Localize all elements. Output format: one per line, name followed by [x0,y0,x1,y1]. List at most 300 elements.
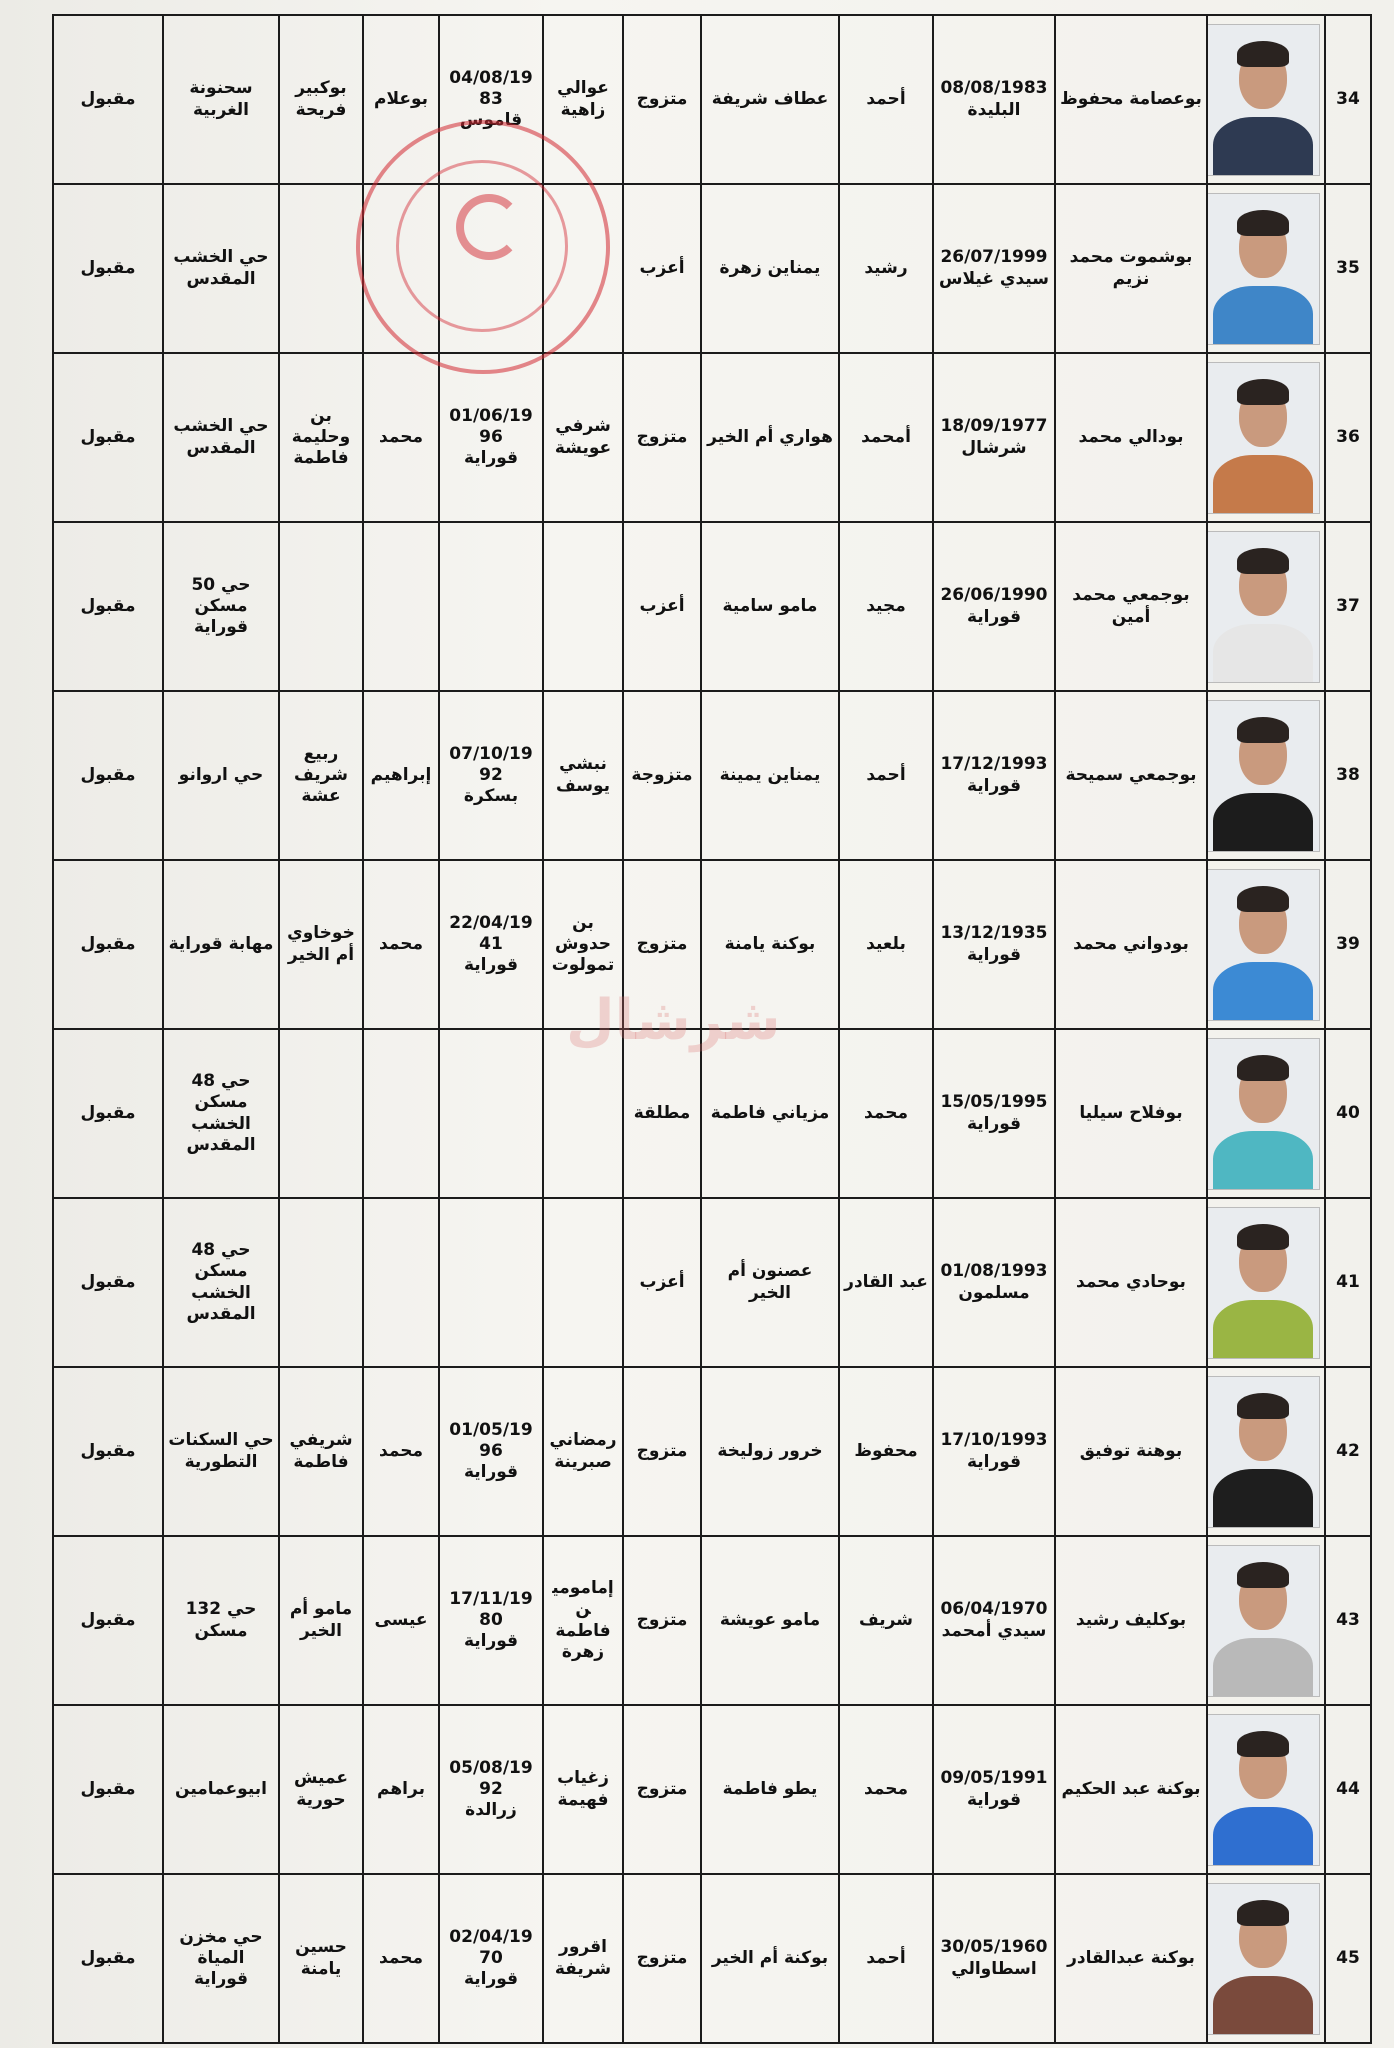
photo-shirt [1213,117,1313,176]
row-number [1325,1029,1371,1198]
cell-text: أعزب [639,257,685,278]
marital-status-cell [623,184,701,353]
cell-text: قوراية [463,1969,519,1990]
photo-cell [1207,1705,1325,1874]
cell-text: مقبول [80,88,136,109]
cell-text: مقبول [80,933,136,954]
cell-text: حي اروانو [178,764,264,785]
cell-text: 18/09/1977 [940,416,1048,437]
birth-cell [933,860,1055,1029]
spouse-birth-cell [439,1367,543,1536]
cell-text: محمد [379,933,423,954]
cell-text: زغياب فهيمة [557,1768,609,1810]
cell-text: شريفي فاطمة [289,1430,353,1472]
marital-status-cell [623,1198,701,1367]
father-name-cell [839,691,933,860]
cell-text: مقبول [80,1440,136,1461]
cell-text: 02/04/1970 [449,1926,533,1968]
row-number [1325,1874,1371,2043]
cell-text: عبد القادر [844,1271,928,1292]
cell-text: مقبول [80,1609,136,1630]
cell-text: حي 48 مسكن الخشب المقدس [186,1071,256,1155]
cell-text: براهم [377,1778,425,1799]
cell-text: عطاف شريفة [711,88,829,109]
father-name-cell [839,1705,933,1874]
cell-text: بودواني محمد [1073,933,1189,954]
decision-cell [53,1198,163,1367]
spouse-name-cell [543,1029,623,1198]
cell-text: متزوج [636,1609,688,1630]
photo-shirt [1213,1469,1313,1528]
decision-cell [53,1029,163,1198]
photo-shirt [1213,455,1313,514]
address-cell [163,1367,279,1536]
photo-hair [1237,1224,1289,1250]
row-number [1325,184,1371,353]
photo-hair [1237,1055,1289,1081]
cell-text: محمد [864,1102,908,1123]
photo-hair [1237,886,1289,912]
row-number [1325,691,1371,860]
cell-text: إبراهيم [370,764,432,785]
photo-hair [1237,717,1289,743]
decision-cell [53,691,163,860]
cell-text: 39 [1336,933,1360,954]
cell-text: 17/11/1980 [449,1588,533,1630]
address-cell [163,1029,279,1198]
cell-text: مزياني فاطمة [710,1102,830,1123]
id-photo [1207,1883,1320,2035]
cell-text: 34 [1336,88,1360,109]
marital-status-cell [623,522,701,691]
cell-text: 36 [1336,426,1360,447]
cell-text: بوعلام [373,88,429,109]
spouse-birth-cell [439,860,543,1029]
address-cell [163,353,279,522]
cell-text: حي الخشب المقدس [173,416,269,458]
table-row [53,1198,1371,1367]
cell-text: 17/12/1993 [940,754,1048,775]
address-cell [163,860,279,1029]
cell-text: بوعصامة محفوظ [1060,88,1202,109]
decision-cell [53,1705,163,1874]
cell-text: قوراية [966,606,1022,627]
spouse-mother-cell [279,1029,363,1198]
cell-text: 09/05/1991 [940,1768,1048,1789]
cell-text: مقبول [80,1102,136,1123]
marital-status-cell [623,691,701,860]
cell-text: بوكنة عبدالقادر [1067,1947,1195,1968]
row-number [1325,353,1371,522]
marital-status-cell [623,1367,701,1536]
table-row [53,15,1371,184]
cell-text: سحنونة الغربية [189,78,253,120]
cell-text: 44 [1336,1778,1360,1799]
name-cell [1055,1874,1207,2043]
decision-cell [53,1367,163,1536]
cell-text: عصنون أم الخير [727,1261,813,1303]
cell-text: 42 [1336,1440,1360,1461]
id-photo [1207,531,1320,683]
cell-text: بوكنة يامنة [724,933,816,954]
name-cell [1055,1536,1207,1705]
spouse-mother-cell [279,860,363,1029]
cell-text: مهابة قوراية [168,933,274,954]
spouse-father-cell [363,860,439,1029]
cell-text: متزوج [636,1440,688,1461]
cell-text: بلعيد [866,933,906,954]
cell-text: شريف [859,1609,913,1630]
spouse-birth-cell [439,691,543,860]
cell-text: خوخاوي أم الخير [287,923,355,965]
photo-shirt [1213,1638,1313,1697]
spouse-father-cell [363,522,439,691]
id-photo [1207,1714,1320,1866]
name-cell [1055,522,1207,691]
father-name-cell [839,1367,933,1536]
cell-text: مسلمون [958,1282,1030,1303]
marital-status-cell [623,1705,701,1874]
cell-text: مامو عويشة [719,1609,821,1630]
birth-cell [933,691,1055,860]
cell-text: بوكنة عبد الحكيم [1061,1778,1201,1799]
father-name-cell [839,860,933,1029]
birth-cell [933,1705,1055,1874]
cell-text: 38 [1336,764,1360,785]
name-cell [1055,691,1207,860]
cell-text: متزوج [636,1778,688,1799]
id-photo [1207,1207,1320,1359]
cell-text: بوكبير فريحة [295,78,347,120]
spouse-birth-cell [439,353,543,522]
marital-status-cell [623,1029,701,1198]
father-name-cell [839,1198,933,1367]
birth-cell [933,1874,1055,2043]
cell-text: أمحمد [861,426,911,447]
official-stamp [356,120,610,374]
photo-cell [1207,860,1325,1029]
spouse-father-cell [363,1198,439,1367]
birth-cell [933,1198,1055,1367]
marital-status-cell [623,1536,701,1705]
cell-text: خرور زوليخة [717,1440,823,1461]
watermark: شرشال [566,988,781,1053]
cell-text: 17/10/1993 [940,1430,1048,1451]
id-photo [1207,1038,1320,1190]
father-name-cell [839,1029,933,1198]
cell-text: محفوظ [854,1440,918,1461]
address-cell [163,15,279,184]
cell-text: يمناين يمينة [719,764,821,785]
cell-text: مامو أم الخير [289,1599,353,1641]
cell-text: البليدة [967,99,1021,120]
spouse-name-cell [543,1367,623,1536]
spouse-mother-cell [279,15,363,184]
photo-hair [1237,1900,1289,1926]
cell-text: مقبول [80,426,136,447]
mother-name-cell [701,522,839,691]
id-photo [1207,193,1320,345]
name-cell [1055,184,1207,353]
marital-status-cell [623,15,701,184]
address-cell [163,522,279,691]
row-number [1325,522,1371,691]
name-cell [1055,1705,1207,1874]
cell-text: رمضاني صبرينة [549,1430,617,1472]
spouse-name-cell [543,522,623,691]
cell-text: 06/04/1970 [940,1599,1048,1620]
address-cell [163,1705,279,1874]
spouse-birth-cell [439,1029,543,1198]
photo-shirt [1213,1807,1313,1866]
photo-cell [1207,1367,1325,1536]
photo-shirt [1213,624,1313,683]
cell-text: مقبول [80,1947,136,1968]
cell-text: محمد [379,1440,423,1461]
decision-cell [53,1874,163,2043]
cell-text: بوجمعي محمد أمين [1072,585,1190,627]
decision-cell [53,522,163,691]
cell-text: 15/05/1995 [940,1092,1048,1113]
spouse-mother-cell [279,691,363,860]
cell-text: قوراية [463,448,519,469]
mother-name-cell [701,184,839,353]
name-cell [1055,15,1207,184]
photo-hair [1237,1393,1289,1419]
photo-cell [1207,1029,1325,1198]
father-name-cell [839,1536,933,1705]
cell-text: محمد [379,1947,423,1968]
cell-text: عوالي زاهية [557,78,609,120]
photo-hair [1237,210,1289,236]
cell-text: 08/08/1983 [940,78,1048,99]
birth-cell [933,353,1055,522]
decision-cell [53,184,163,353]
cell-text: حي مخزن المياة قوراية [179,1926,263,1990]
cell-text: 26/07/1999 [940,247,1048,268]
id-photo [1207,869,1320,1021]
photo-shirt [1213,286,1313,345]
decision-cell [53,1536,163,1705]
spouse-mother-cell [279,184,363,353]
row-number [1325,1367,1371,1536]
photo-cell [1207,353,1325,522]
spouse-father-cell [363,1705,439,1874]
cell-text: حسين يامنة [295,1937,347,1979]
cell-text: شرشال [961,437,1027,458]
photo-shirt [1213,1976,1313,2035]
spouse-mother-cell [279,1198,363,1367]
marital-status-cell [623,353,701,522]
cell-text: 45 [1336,1947,1360,1968]
table-row [53,522,1371,691]
photo-cell [1207,15,1325,184]
father-name-cell [839,184,933,353]
cell-text: مقبول [80,1778,136,1799]
cell-text: حي 50 مسكن قوراية [191,574,251,638]
cell-text: حي الخشب المقدس [173,247,269,289]
cell-text: 30/05/1960 [940,1937,1048,1958]
spouse-name-cell [543,691,623,860]
cell-text: 22/04/1941 [449,912,533,954]
cell-text: 37 [1336,595,1360,616]
cell-text: زرالدة [465,1800,517,1821]
id-photo [1207,362,1320,514]
spouse-name-cell [543,1536,623,1705]
cell-text: هواري أم الخير [707,426,833,447]
row-number [1325,860,1371,1029]
row-number [1325,15,1371,184]
mother-name-cell [701,1367,839,1536]
spouse-birth-cell [439,1198,543,1367]
father-name-cell [839,15,933,184]
cell-text: بن وحليمة فاطمة [291,405,351,469]
cell-text: بن حدوش تمولوت [551,912,615,976]
birth-cell [933,522,1055,691]
name-cell [1055,353,1207,522]
spouse-father-cell [363,1874,439,2043]
cell-text: 43 [1336,1609,1360,1630]
cell-text: أحمد [866,88,906,109]
id-photo [1207,700,1320,852]
cell-text: 01/06/1996 [449,405,533,447]
cell-text: مجيد [866,595,906,616]
cell-text: 13/12/1935 [940,923,1048,944]
cell-text: أحمد [866,764,906,785]
photo-shirt [1213,1131,1313,1190]
cell-text: اسطاوالي [951,1958,1037,1979]
mother-name-cell [701,15,839,184]
table-row [53,184,1371,353]
cell-text: اقرور شريفة [554,1937,612,1979]
photo-shirt [1213,962,1313,1021]
cell-text: حي 48 مسكن الخشب المقدس [186,1240,256,1324]
spouse-father-cell [363,1536,439,1705]
father-name-cell [839,522,933,691]
birth-cell [933,1029,1055,1198]
cell-text: بودالي محمد [1078,426,1184,447]
photo-hair [1237,1562,1289,1588]
cell-text: قوراية [966,1789,1022,1810]
cell-text: مقبول [80,595,136,616]
cell-text: 01/08/1993 [940,1261,1048,1282]
marital-status-cell [623,1874,701,2043]
cell-text: محمد [379,426,423,447]
spouse-mother-cell [279,1536,363,1705]
spouse-father-cell [363,353,439,522]
cell-text: حي 132 مسكن [185,1599,257,1641]
father-name-cell [839,1874,933,2043]
spouse-father-cell [363,1029,439,1198]
cell-text: نبشي يوسف [555,754,610,796]
spouse-mother-cell [279,353,363,522]
name-cell [1055,860,1207,1029]
cell-text: متزوج [636,933,688,954]
cell-text: مقبول [80,1271,136,1292]
cell-text: 35 [1336,257,1360,278]
table-row [53,1029,1371,1198]
photo-shirt [1213,1300,1313,1359]
decision-cell [53,15,163,184]
cell-text: 04/08/1983 [449,67,533,109]
cell-text: ابيوعمامين [175,1778,267,1799]
cell-text: قوراية [966,944,1022,965]
cell-text: بوجمعي سميحة [1065,764,1197,785]
cell-text: بوكليف رشيد [1075,1609,1187,1630]
cell-text: 26/06/1990 [940,585,1048,606]
cell-text: أعزب [639,1271,685,1292]
cell-text: مقبول [80,257,136,278]
cell-text: عميش حورية [294,1768,348,1810]
photo-cell [1207,1198,1325,1367]
table-row [53,1874,1371,2043]
cell-text: متزوج [636,1947,688,1968]
address-cell [163,1536,279,1705]
spouse-mother-cell [279,522,363,691]
spouse-mother-cell [279,1874,363,2043]
birth-cell [933,184,1055,353]
birth-cell [933,1367,1055,1536]
id-photo [1207,1545,1320,1697]
table-row [53,691,1371,860]
cell-text: يمناين زهرة [719,257,821,278]
cell-text: 07/10/1992 [449,743,533,785]
spouse-mother-cell [279,1705,363,1874]
cell-text: ربيع شريف عشة [294,743,348,807]
photo-cell [1207,184,1325,353]
spouse-father-cell [363,691,439,860]
spouse-birth-cell [439,1705,543,1874]
cell-text: مقبول [80,764,136,785]
cell-text: مطلقة [633,1102,691,1123]
name-cell [1055,1198,1207,1367]
id-photo [1207,1376,1320,1528]
cell-text: سيدي غيلاس [939,268,1049,289]
cell-text: بسكرة [463,786,519,807]
crescent-mark [456,194,522,260]
row-number [1325,1705,1371,1874]
row-number [1325,1536,1371,1705]
cell-text: عيسى [374,1609,428,1630]
table-row [53,1536,1371,1705]
cell-text: 01/05/1996 [449,1419,533,1461]
decision-cell [53,353,163,522]
cell-text: أحمد [866,1947,906,1968]
photo-cell [1207,691,1325,860]
id-photo [1207,24,1320,176]
cell-text: 41 [1336,1271,1360,1292]
mother-name-cell [701,1198,839,1367]
spouse-father-cell [363,1367,439,1536]
address-cell [163,1874,279,2043]
cell-text: بوحادي محمد [1076,1271,1186,1292]
cell-text: رشيد [864,257,908,278]
mother-name-cell [701,1536,839,1705]
cell-text: مامو سامية [722,595,818,616]
mother-name-cell [701,353,839,522]
cell-text: بوشموت محمد نزيم [1069,247,1193,289]
cell-text: 05/08/1992 [449,1757,533,1799]
spouse-mother-cell [279,1367,363,1536]
birth-cell [933,1536,1055,1705]
photo-shirt [1213,793,1313,852]
cell-text: قوراية [463,955,519,976]
photo-cell [1207,522,1325,691]
cell-text: شرفي عويشة [554,416,612,458]
cell-text: 40 [1336,1102,1360,1123]
table-row [53,353,1371,522]
photo-cell [1207,1536,1325,1705]
